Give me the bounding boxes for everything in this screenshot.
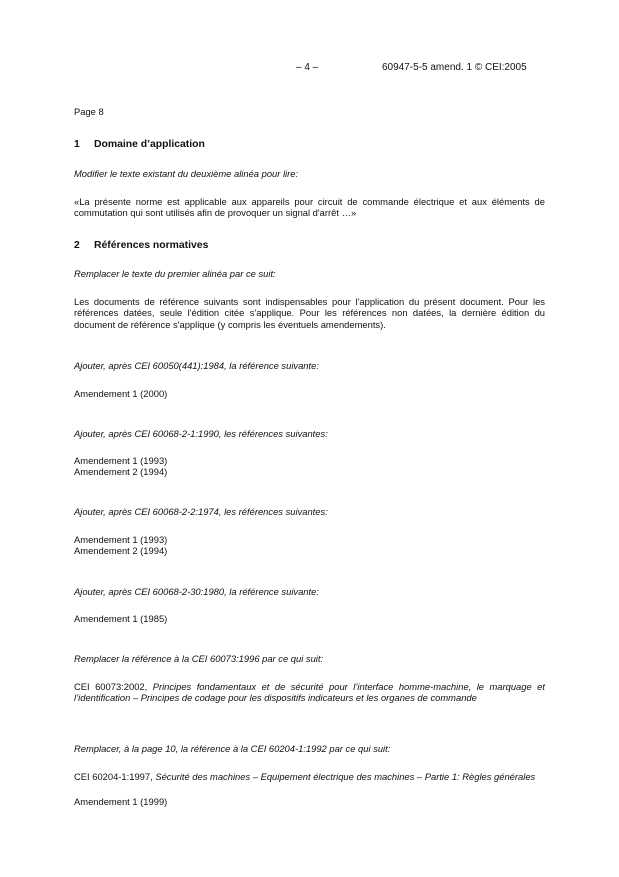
replacement-reference [74, 771, 545, 782]
section-1-number: 1 [74, 139, 80, 150]
addition-instruction: Ajouter, après CEI 60068-2-1:1990, les références suivantes: [74, 428, 328, 439]
reference-title: Sécurité des machines – Equipement électrique des machines – Partie 1: Règles générales [155, 771, 536, 782]
section-1-text: «La présente norme est applicable aux appareils pour circuit de commande électrique et aux éléments de commutation qui sont utilisés afin de provoquer un signal d'arrêt …» [74, 196, 545, 219]
replace-instruction: Remplacer, à la page 10, la référence à la CEI 60204-1:1992 par ce qui suit: [74, 743, 391, 754]
addition-references [74, 613, 545, 624]
reference-item: Amendement 1 (1985) [74, 613, 168, 624]
document-reference: 60947-5-5 amend. 1 © CEI:2005 [382, 62, 527, 73]
reference-title: Principes fondamentaux et de sécurité pour l’interface homme-machine, le marquage et l’identification – Principes de codage pour les dispositifs indicateurs et les organes de commande [74, 681, 545, 704]
section-2-number: 2 [74, 240, 80, 251]
section-2-instruction: Remplacer le texte du premier alinéa par ce suit: [74, 268, 276, 279]
reference-item: Amendement 1 (1993) [74, 534, 168, 545]
reference-amendment: Amendement 1 (1999) [74, 796, 168, 807]
reference-item: Amendement 1 (2000) [74, 388, 168, 399]
reference-item: Amendement 2 (1994) [74, 545, 168, 557]
addition-references [74, 534, 545, 557]
addition-instruction: Ajouter, après CEI 60068-2-2:1974, les références suivantes: [74, 506, 328, 517]
section-2-title: Références normatives [94, 240, 209, 251]
replace-instruction: Remplacer la référence à la CEI 60073:1996 par ce qui suit: [74, 653, 324, 664]
addition-instruction: Ajouter, après CEI 60050(441):1984, la référence suivante: [74, 360, 319, 371]
addition-references [74, 388, 545, 399]
section-1-heading [74, 139, 545, 151]
page-label: Page 8 [74, 106, 104, 117]
page-number: – 4 – [296, 62, 319, 73]
addition-instruction: Ajouter, après CEI 60068-2-30:1980, la référence suivante: [74, 586, 319, 597]
reference-item: Amendement 1 (1993) [74, 455, 168, 466]
section-1-title: Domaine d’application [94, 139, 205, 150]
section-2-text: Les documents de référence suivants sont indispensables pour l'application du présent document. Pour les références datées, seule l'édition citée s'applique. Pour les références non datées, la dernière édition du document de référence s'applique (y compris les éventuels amendements). [74, 296, 545, 330]
addition-references [74, 455, 545, 478]
section-2-heading [74, 240, 545, 252]
replacement-reference [74, 681, 545, 704]
reference-id: CEI 60073:2002, [74, 681, 153, 692]
section-1-instruction: Modifier le texte existant du deuxième alinéa pour lire: [74, 168, 299, 179]
reference-item: Amendement 2 (1994) [74, 466, 168, 478]
reference-id: CEI 60204-1:1997, [74, 771, 156, 782]
